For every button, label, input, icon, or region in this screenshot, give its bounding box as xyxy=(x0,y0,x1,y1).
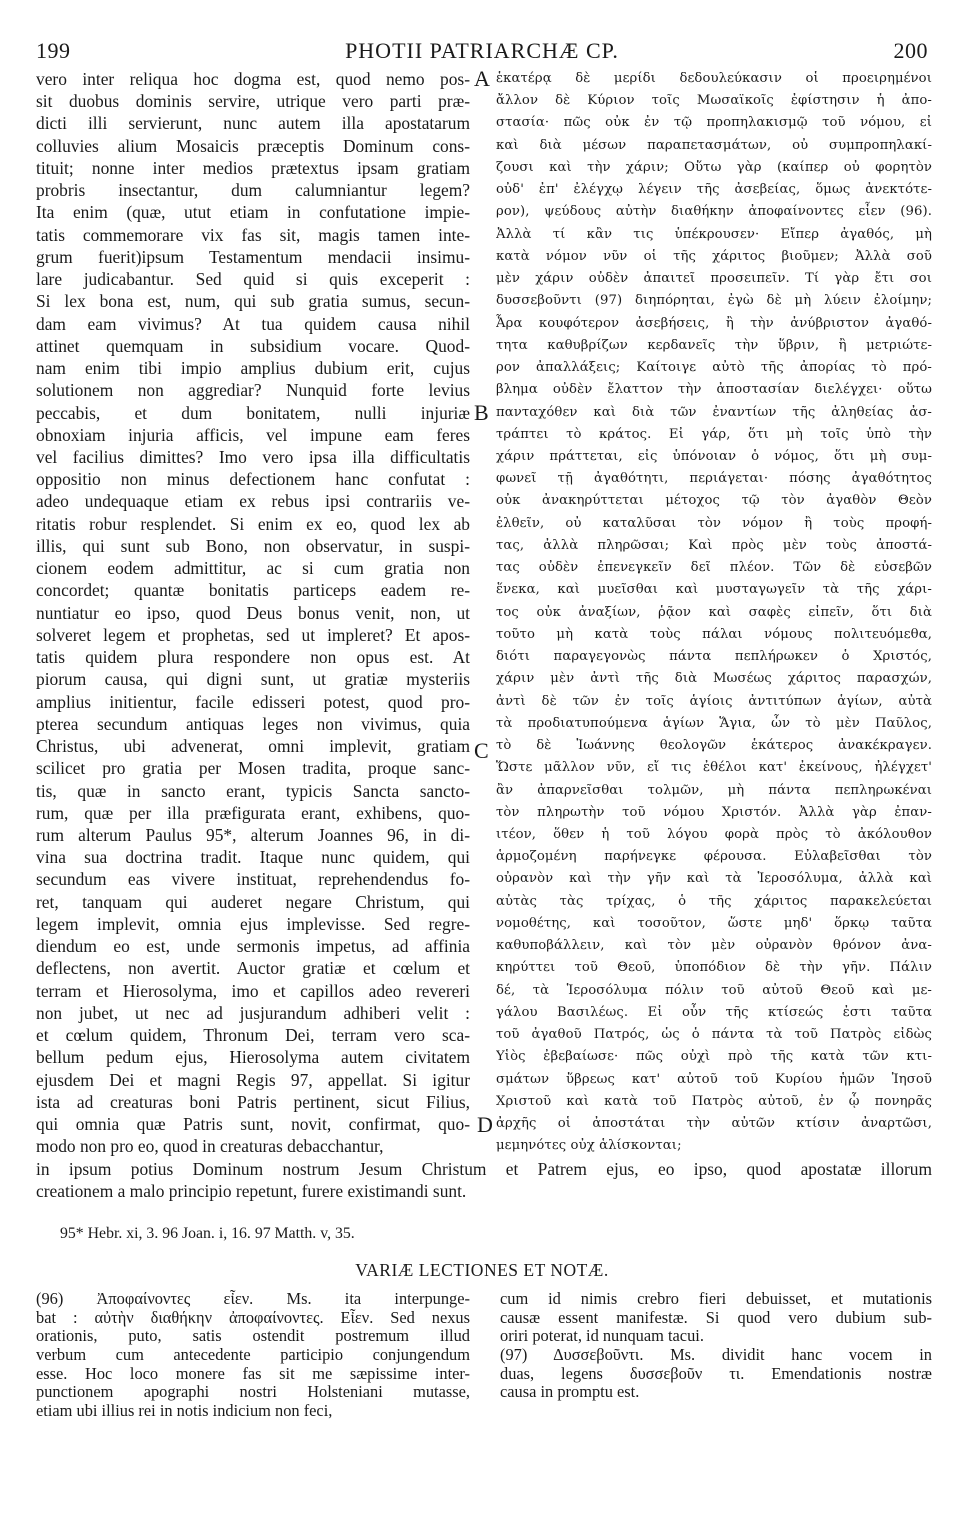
text-line: χάριν μὲν ἀντὶ τῆς διὰ Μωσέως χάριτος παρασχών, xyxy=(496,671,932,687)
text-line: obnoxiam injuria afficis, vel impune eam feres xyxy=(36,424,470,445)
text-line: οὐδ' ἐπ' ἐλέγχῳ λέγειν τῆς ἀσεβείας, ὅμως ἀνεκτότε- xyxy=(496,182,932,198)
text-line: οὐκ ἀνακηρύττεται μέτοχος τῷ τὸν ἀγαθὸν Θεὸν xyxy=(496,493,932,509)
text-line: τοῦ ἀγαθοῦ Πατρός, ὡς ὁ πάντα τὰ τοῦ Πατρὸς εἰδὼς xyxy=(496,1027,932,1043)
latin-column xyxy=(36,68,470,1157)
text-line: πανταχόθεν καὶ διὰ τῶν ἐναντίων τῆς ἀληθείας ἀσ- xyxy=(496,404,932,420)
text-line: vina sua doctrina tradit. Itaque nunc quidem, qui xyxy=(36,847,470,868)
text-line: dam eam vivimus? At tua quidem causa nihil xyxy=(36,313,470,334)
text-line: Ἆρα κουφότερον ἀσεβήσεις, ἢ τὴν ἀνύβριστον ἀγαθό- xyxy=(496,315,932,331)
text-line: τὰ προδιατυπούμενα ἁγίων Ἅγια, ὧν τὸ μὲν Παῦλος, xyxy=(496,715,932,731)
text-line: rum, quæ per illa præfigurata erant, exhibens, quo- xyxy=(36,802,470,823)
text-line: σμάτων ὕβρεως κατ' αὐτοῦ τοῦ Κυρίου ἡμῶν Ἰησοῦ xyxy=(496,1071,932,1087)
text-line: τας οὐδὲν ἐπενεγκεῖν δεῖ πλέον. Τῶν δὲ εὐσεβῶν xyxy=(496,560,932,576)
text-line: duas, legens δυσσεβοῦν τι. Emendationis nostræ xyxy=(500,1364,932,1383)
text-line: scilicet pro gratia per Mosen tradita, proque sanc- xyxy=(36,758,470,779)
text-line: solutionem non aggrediar? Nunquid forte levius xyxy=(36,380,470,401)
text-line: Χριστοῦ καὶ κατὰ τοῦ Πατρὸς αὐτοῦ, ἐν ᾧ πονηρᾶς xyxy=(496,1093,932,1109)
text-line: οὐρανὸν καὶ τὴν γῆν καὶ τὰ Ἱεροσόλυμα, ἀλλὰ καὶ xyxy=(496,871,932,887)
text-line: cum id nimis crebro fieri debuisset, et mutationis xyxy=(500,1290,932,1308)
running-header xyxy=(36,38,928,66)
text-line: ρον), ψεύδους αὐτὴν διαθήκην ἀποφαίνοντες εἶεν (96). xyxy=(496,204,932,220)
text-line: tis, quæ in sancto erant, typicis Sancta sancto- xyxy=(36,780,470,801)
text-line: μεμηνότες οὐχ ἁλίσκονται; xyxy=(496,1138,682,1154)
text-line: solveret legem et prophetas, sed ut impleret? Et apos- xyxy=(36,624,470,645)
notes-heading: VARIÆ LECTIONES ET NOTÆ. xyxy=(355,1260,609,1280)
text-line: Υἱὸς ἐβεβαίωσε· πῶς οὐχὶ πρὸ τῆς κατὰ τῶν κτι- xyxy=(496,1049,932,1065)
text-line: lare judicabantur. Sed quid si quis exceperit : xyxy=(36,269,470,290)
greek-column xyxy=(496,68,932,1157)
text-line: illis, qui sunt sub Bono, non observatur, in suspi- xyxy=(36,535,470,556)
full-width-text xyxy=(36,1158,932,1202)
text-line: oppositio non minus defectionem hanc confutat : xyxy=(36,469,470,490)
text-line: causa in promptu est. xyxy=(500,1383,640,1402)
text-line: vero inter reliqua hoc dogma est, quod nemo pos- xyxy=(36,69,470,89)
text-line: Si lex bona est, num, qui sub gratia sumus, secun- xyxy=(36,291,470,312)
text-line: concordet; quantæ bonitatis particeps eadem re- xyxy=(36,580,470,601)
text-line: ρον ἀπαλλάξεις; Καίτοιγε αὐτὸ τῆς ἀπορίας τὸ πρό- xyxy=(496,360,932,376)
text-line: ιτέον, ὅθεν ἡ τοῦ λόγου φορὰ πρὸς τὸ ἀκόλουθον xyxy=(496,826,932,842)
page-number-left: 199 xyxy=(36,38,71,63)
text-line: (97) Δυσσεβοῦντι. Ms. dividit hanc vocem in xyxy=(500,1346,932,1365)
text-line: ἂν ἀπαρνεῖσθαι τολμῶν, μὴ πάντα πεπληρωκέναι xyxy=(496,782,932,798)
text-line: κατὰ νόμον νῦν οἱ τῆς χάριτος βιοῦμεν; Ἀλλὰ σοῦ xyxy=(496,248,932,264)
text-line: pterea secundum antiquas leges non vivimus, quia xyxy=(36,713,470,734)
text-line: χάριν πράττεται, εἰς ὑπόνοιαν ὁ νόμος, ὅτι μὴ συμ- xyxy=(496,448,932,464)
text-line: qui omnia quæ Patris sunt, novit, confirmat, quo- xyxy=(36,1114,470,1135)
running-title: PHOTII PATRIARCHÆ CP. xyxy=(345,38,619,63)
text-line: τράπτει τὸ κράτος. Εἰ γάρ, ὅτι μὴ τοῖς ὑπὸ τὴν xyxy=(496,426,932,442)
text-line: ἕνεκα, καὶ μυεῖσθαι καὶ μυσταγωγεῖν τὰ τῆς χάρι- xyxy=(496,582,932,598)
text-line: τὸ δὲ Ἰωάννης θεολογῶν ἑκάτερος ἀνακέκραγεν. xyxy=(496,738,932,754)
section-marker-a: A xyxy=(474,66,490,91)
text-line: δυσσεβοῦντι (97) διηπόρηται, ἐγὼ δὲ μὴ λύειν ἐλοίμην; xyxy=(496,293,932,309)
text-line: βλημα οὐδὲν ἔλαττον τὴν ἀποστασίαν διελέγχει· οὕτω xyxy=(496,382,932,398)
text-line: nuntiatur eo ipso, quod Deus bonus venit, non, ut xyxy=(36,602,470,623)
text-line: vel facilius dimittes? Imo vero ipsa illa difficultatis xyxy=(36,446,470,467)
text-line: ἁρμοζομένη παρήνεγκε φέρουσα. Εὐλαβεῖσθαι τὸν xyxy=(496,849,932,865)
text-line: punctionem apographi nostri Holsteniani mutasse, xyxy=(36,1383,470,1402)
text-line: ret, tanquam qui auderet negare Christum, qui xyxy=(36,891,470,912)
notes-left-column xyxy=(36,1290,470,1421)
text-line: amplius initientur, facile edisseri potest, quod pro- xyxy=(36,691,470,712)
page-number-right: 200 xyxy=(893,38,928,63)
text-line: tatis quidem plura respondere non opus est. At xyxy=(36,647,470,668)
text-line: Ita enim (quæ, utut etiam in confutatione impie- xyxy=(36,202,470,223)
text-line: in ipsum potius Dominum nostrum Jesum Christum et Patrem ejus, eo ipso, quod apostatæ illorum xyxy=(36,1159,932,1179)
text-line: terram et Hierosolyma, imo et capillos adeo revereri xyxy=(36,980,470,1001)
text-line: καθυποβάλλειν, καὶ τὸν μὲν οὐρανὸν θρόνον ἀνα- xyxy=(496,938,932,954)
text-line: verbum cum antecedente participio conjungendum xyxy=(36,1346,470,1365)
text-line: modo non pro eo, quod in creaturas debacchantur, xyxy=(36,1136,384,1157)
text-line: Ὥστε μᾶλλον νῦν, εἴ τις ἐθέλοι κατ' ἐκείνους, ἠλέγχετ' xyxy=(496,760,932,776)
text-line: Christus, ubi advenerat, omni implevit, gratiam xyxy=(36,736,470,757)
text-line: sit duobus dominis servire, utrique vero parti præ- xyxy=(36,91,470,112)
text-line: cionem eodem admittitur, ac si cum gratia non xyxy=(36,558,470,579)
text-line: et cœlum quidem, Thronum Dei, terram vero sca- xyxy=(36,1025,470,1046)
text-line: φωνεῖ τῇ ἀγαθότητι, περιάγεται· πόσης ἀγαθότητος xyxy=(496,471,932,487)
text-line: colluvies alium Mosaicis præceptis Dominum cons- xyxy=(36,135,470,156)
text-line: grum fuerit)ipsum Testamentum mendacii insimu- xyxy=(36,246,470,267)
text-line: τὸν πληρωτὴν τοῦ νόμου Χριστόν. Ἀλλὰ γὰρ ἐπαν- xyxy=(496,804,932,820)
text-line: orationis, puto, satis ostendit postremum illud xyxy=(36,1327,470,1346)
text-line: bat : αὐτὴν διαθήκην ἀποφαίνοντες. Εἶεν. Sed nexus xyxy=(36,1308,470,1327)
section-marker-b: B xyxy=(474,400,489,425)
text-line: διότι παραγεγονὼς πάντα πεπλήρωκεν ὁ Χριστός, xyxy=(496,649,932,665)
text-line: Ἀλλὰ τί κἂν τις ὑπέκρουσεν· Εἴπερ ἀγαθός, μὴ xyxy=(496,226,932,242)
text-line: ἑκατέρᾳ δὲ μερίδι δεδουλεύκασιν οἱ προειρημένοι xyxy=(496,71,932,86)
text-line: esse. Hoc loco monere fas sit me sæpissime inter- xyxy=(36,1364,470,1383)
text-line: μὲν χάριν οὐδὲν ἀπαιτεῖ προσειπεῖν. Τί γὰρ ἔτι σοι xyxy=(496,271,932,287)
section-marker-d: D xyxy=(477,1112,493,1137)
text-line: ἐλθεῖν, οὐ καταλῦσαι τὸν νόμον ἢ τοὺς προφή- xyxy=(496,515,932,531)
text-line: etiam ubi illius rei in notis indicium non feci, xyxy=(36,1402,333,1421)
text-line: ἄλλον δὲ Κύριον τοῖς Μωσαϊκοῖς ἐφίστησιν ἡ ἀπο- xyxy=(496,93,932,109)
text-line: τος οὐκ ἀναξίων, ῥᾷον καὶ σαφὲς εἰπεῖν, ὅτι διὰ xyxy=(496,604,932,620)
text-line: rum alterum Paulus 95*, alterum Joannes 96, in di- xyxy=(36,824,470,845)
scripture-references: 95* Hebr. xi, 3. 96 Joan. i, 16. 97 Matth. v, 35. xyxy=(60,1225,355,1242)
notes-right-column xyxy=(500,1290,932,1402)
text-line: ista ad creaturas boni Patris pertinent, sicut Filius, xyxy=(36,1091,470,1112)
text-line: causæ essent manifestæ. Si quod vero dubium sub- xyxy=(500,1308,932,1327)
text-line: tatis commemorare vix fas sit, magis tamen inte- xyxy=(36,224,470,245)
text-line: adeo undequaque etiam ex rebus ipsi contrariis ve- xyxy=(36,491,470,512)
text-line: στασία· πῶς οὐκ ἐν τῷ προπηλακισμῷ τοῦ νόμου, εἰ xyxy=(496,115,932,131)
text-line: δέ, τὰ Ἱεροσόλυμα πόλιν τοῦ αὐτοῦ Θεοῦ καὶ με- xyxy=(496,982,932,998)
text-line: oriri poterat, id nunquam tacui. xyxy=(500,1327,704,1346)
text-line: καὶ διὰ μέσων παραπετασμάτων, οὐ συμπροπηλακί- xyxy=(496,137,932,153)
text-line: ritatis robur resplendet. Si enim ex eo, quod lex ab xyxy=(36,513,470,534)
text-line: ἀντὶ δὲ τῶν ἐν τοῖς ἁγίοις ἀντιτύπων ἁγίων, αὐτὰ xyxy=(496,693,932,709)
text-line: νομοθέτης, καὶ τοσοῦτον, ὥστε μηδ' ὅρκῳ ταῦτα xyxy=(496,915,932,931)
text-line: diendum eo est, unde sermonis impetus, ad affinia xyxy=(36,936,470,957)
text-line: attinet quemquam in subsidium vocare. Quod- xyxy=(36,335,470,356)
text-line: ἀρχῆς οἱ ἀποστάται τὴν αὐτῶν κτίσιν ἀναρτῶσι, xyxy=(496,1116,932,1132)
text-line: τας, ἀλλὰ πληρῶσαι; Καὶ πρὸς μὲν τοὺς ἀποστά- xyxy=(496,537,932,553)
text-line: τητα καθυβρίζων κερδανεῖς τὴν ὕβριν, ἢ μετριώτε- xyxy=(496,337,932,353)
text-line: piorum causa, qui digni sunt, ut gratiæ mysteriis xyxy=(36,669,470,690)
text-line: non jubet, ut nec ad jusjurandum adhiberi velit : xyxy=(36,1002,470,1023)
text-line: τοῦτο μὴ κατὰ τοὺς πάλαι νόμους πολιτευόμεθα, xyxy=(496,626,932,642)
text-line: secundum eas vivere instituat, reprehendendus fo- xyxy=(36,869,470,890)
text-line: αὐτὰς τὰς τρίχας, ὁ τῆς χάριτος παρακελεύεται xyxy=(496,893,932,909)
section-marker-c: C xyxy=(474,738,489,763)
text-line: creationem a malo principio repetunt, furere existimandi sunt. xyxy=(36,1181,467,1202)
text-line: nam enim tibi impio amplius dubium erit, cujus xyxy=(36,358,470,379)
text-line: probris insectantur, dum calumniantur legem? xyxy=(36,180,470,201)
text-line: κηρύττει τοῦ Θεοῦ, ὑποπόδιον δὲ τὴν γῆν. Πάλιν xyxy=(496,960,932,976)
text-line: bellum pedum ejus, Hierosolyma autem civitatem xyxy=(36,1047,470,1068)
text-line: legem implevit, omnia ejus implevisse. Sed regre- xyxy=(36,913,470,934)
text-line: peccabis, et dum bonitatem, nulli injuriæ xyxy=(36,402,470,423)
text-line: γάλου Βασιλέως. Εἰ οὖν τῆς κτίσεώς ἐστι ταῦτα xyxy=(496,1004,932,1020)
text-line: ζουσι καὶ τὴν χάριν; Οὕτω γὰρ (καίπερ οὐ φορητὸν xyxy=(496,159,932,175)
text-line: ejusdem Dei et magni Regis 97, appellat. Si igitur xyxy=(36,1069,470,1090)
text-line: tituit; nonne inter medios prætextus ipsam gratiam xyxy=(36,157,470,178)
text-line: (96) Ἀποφαίνοντες εἶεν. Ms. ita interpunge- xyxy=(36,1290,470,1308)
text-line: deflectens, non avertit. Auctor gratiæ et cœlum et xyxy=(36,958,470,979)
text-line: dicti illi servierunt, nunc autem illa apostatarum xyxy=(36,113,470,134)
